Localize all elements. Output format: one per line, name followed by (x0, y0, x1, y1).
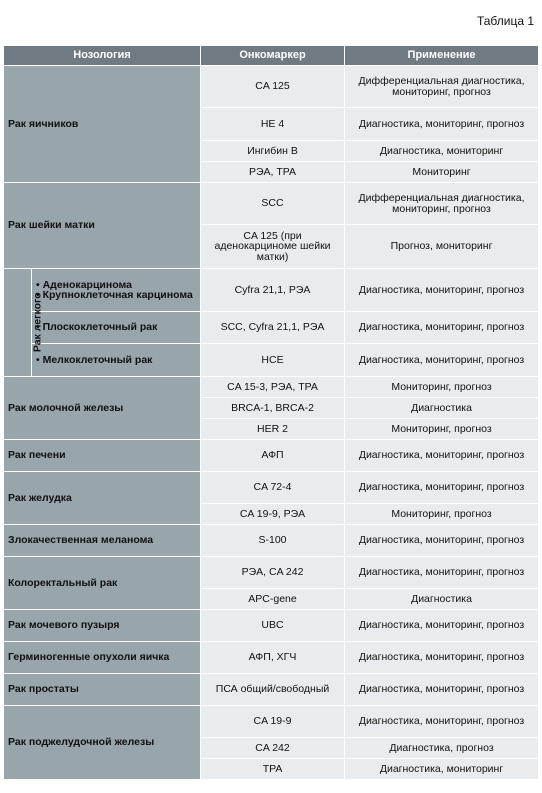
table-row (4, 183, 539, 225)
lung-subtype-item: • Аденокарцинома (36, 280, 196, 291)
nosology-germ-cell: Герминогенные опухоли яичка (4, 642, 201, 674)
oncomarker-table (3, 45, 539, 780)
table-row (4, 706, 539, 738)
header-marker: Онкомаркер (201, 46, 345, 66)
nosology-lung-label: Рак легкого (31, 292, 44, 353)
marker-cell: CA 125 (201, 66, 345, 108)
marker-cell: Cyfra 21,1, РЭА (201, 269, 345, 312)
marker-cell: BRCA-1, BRCA-2 (201, 398, 345, 419)
usage-cell: Диагностика, мониторинг, прогноз (345, 312, 539, 344)
marker-cell: HER 2 (201, 419, 345, 440)
nosology-stomach: Рак желудка (4, 472, 201, 525)
marker-cell: APC-gene (201, 589, 345, 610)
marker-cell: CA 19-9 (201, 706, 345, 738)
nosology-lung (4, 269, 44, 377)
nosology-prostate: Рак простаты (4, 674, 201, 706)
usage-cell: Диагностика, мониторинг, прогноз (345, 706, 539, 738)
marker-cell: CA 125 (при аденокарциноме шейки матки) (201, 225, 345, 269)
usage-cell: Диагностика, прогноз (345, 738, 539, 759)
lung-subtype-item: • Мелкоклеточный рак (36, 355, 196, 366)
usage-cell: Мониторинг, прогноз (345, 504, 539, 525)
header-nosology: Нозология (4, 46, 201, 66)
marker-cell: S-100 (201, 525, 345, 557)
marker-cell: CA 72-4 (201, 472, 345, 504)
usage-cell: Диагностика, мониторинг (345, 141, 539, 162)
marker-cell: SCC (201, 183, 345, 225)
lung-subtype-smallcell (32, 344, 201, 377)
table-row (4, 610, 539, 642)
marker-cell: АФП (201, 440, 345, 472)
marker-cell: Ингибин В (201, 141, 345, 162)
table-row (4, 312, 539, 344)
lung-subtype-adeno (32, 269, 201, 312)
marker-cell: TPA (201, 759, 345, 780)
usage-cell: Диагностика, мониторинг, прогноз (345, 472, 539, 504)
table-row (4, 642, 539, 674)
usage-cell: Диагностика, мониторинг, прогноз (345, 674, 539, 706)
usage-cell: Диагностика, мониторинг, прогноз (345, 610, 539, 642)
marker-cell: CA 15-3, РЭА, TPA (201, 377, 345, 398)
marker-cell: АФП, ХГЧ (201, 642, 345, 674)
nosology-colorectal: Колоректальный рак (4, 557, 201, 610)
usage-cell: Мониторинг, прогноз (345, 419, 539, 440)
header-usage: Применение (345, 46, 539, 66)
marker-cell: CA 19-9, РЭА (201, 504, 345, 525)
usage-cell: Диагностика (345, 398, 539, 419)
table-row (4, 344, 539, 377)
usage-cell: Диагностика, мониторинг, прогноз (345, 557, 539, 589)
lung-subtype-item: • Крупноклеточная карцинома (36, 290, 196, 301)
marker-cell: CA 242 (201, 738, 345, 759)
marker-cell: UBC (201, 610, 345, 642)
table-row (4, 66, 539, 108)
usage-cell: Диагностика, мониторинг, прогноз (345, 440, 539, 472)
usage-cell: Диагностика, мониторинг, прогноз (345, 525, 539, 557)
table-row (4, 377, 539, 398)
table-row (4, 674, 539, 706)
header-row (4, 46, 539, 66)
marker-cell: HCE (201, 344, 345, 377)
usage-cell: Диагностика, мониторинг, прогноз (345, 108, 539, 141)
marker-cell: SCC, Cyfra 21,1, РЭА (201, 312, 345, 344)
usage-cell: Диагностика, мониторинг (345, 759, 539, 780)
nosology-ovary: Рак яичников (4, 66, 201, 183)
marker-cell: ПСА общий/свободный (201, 674, 345, 706)
table-row (4, 557, 539, 589)
nosology-melanoma: Злокачественная меланома (4, 525, 201, 557)
table-row (4, 472, 539, 504)
marker-cell: РЭА, TPA (201, 162, 345, 183)
table-row (4, 269, 539, 312)
table-row (4, 525, 539, 557)
nosology-bladder: Рак мочевого пузыря (4, 610, 201, 642)
lung-subtype-item: • Плоскоклеточный рак (36, 322, 196, 333)
usage-cell: Дифференциальная диагностика, мониторинг, прогноз (345, 66, 539, 108)
marker-cell: РЭА, CA 242 (201, 557, 345, 589)
usage-cell: Мониторинг (345, 162, 539, 183)
usage-cell: Диагностика (345, 589, 539, 610)
nosology-liver: Рак печени (4, 440, 201, 472)
table-row (4, 440, 539, 472)
table-caption: Таблица 1 (476, 14, 534, 28)
usage-cell: Дифференциальная диагностика, мониторинг, прогноз (345, 183, 539, 225)
marker-cell: HE 4 (201, 108, 345, 141)
usage-cell: Прогноз, мониторинг (345, 225, 539, 269)
lung-subtype-squamous (32, 312, 201, 344)
nosology-breast: Рак молочной железы (4, 377, 201, 440)
usage-cell: Диагностика, мониторинг, прогноз (345, 269, 539, 312)
nosology-cervix: Рак шейки матки (4, 183, 201, 269)
usage-cell: Диагностика, мониторинг, прогноз (345, 344, 539, 377)
nosology-pancreas: Рак поджелудочной железы (4, 706, 201, 780)
usage-cell: Диагностика, мониторинг, прогноз (345, 642, 539, 674)
usage-cell: Мониторинг, прогноз (345, 377, 539, 398)
